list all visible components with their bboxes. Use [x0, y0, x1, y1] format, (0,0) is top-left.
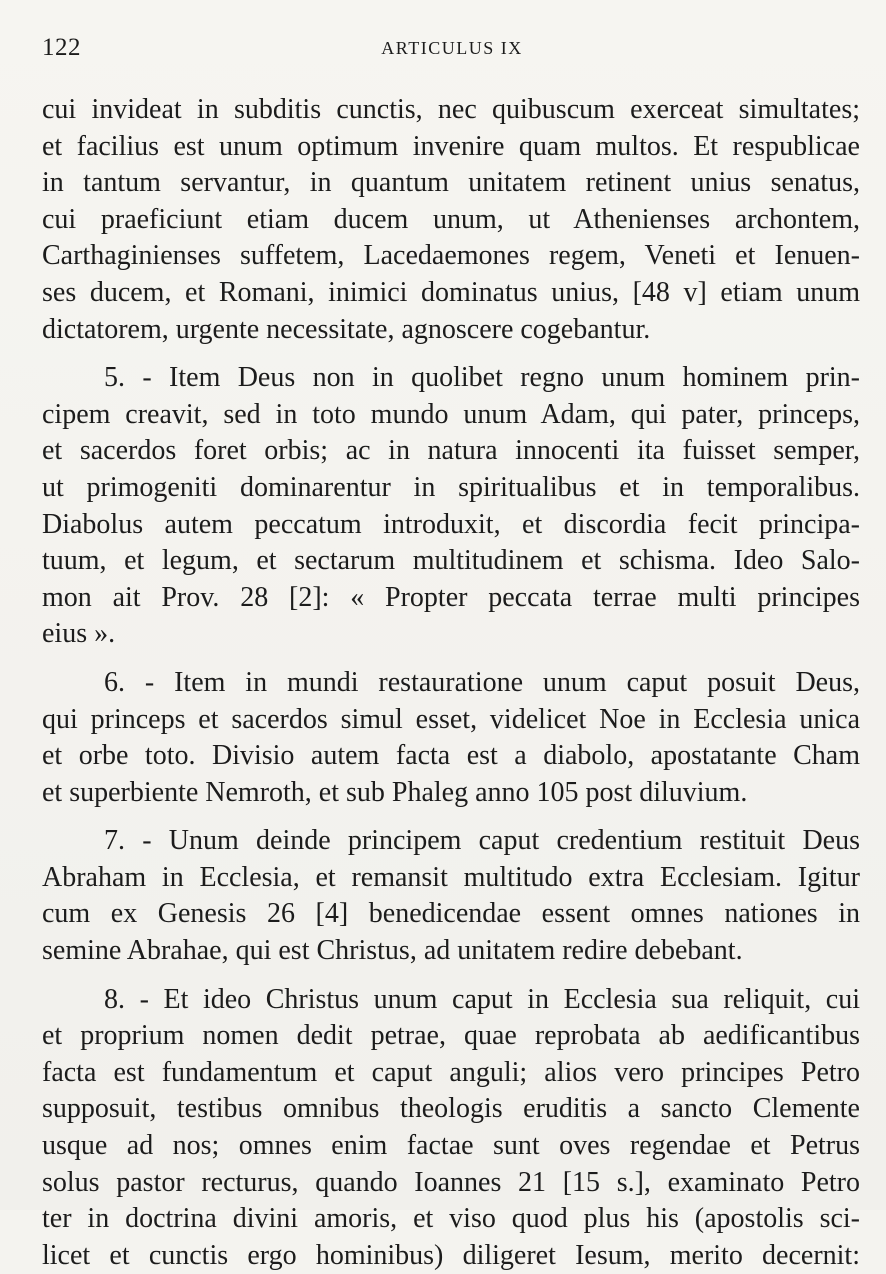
text-line: cui invideat in subditis cunctis, nec quibuscum exerceat simultates; — [42, 94, 860, 125]
paragraph-5 — [42, 360, 860, 653]
text-line: et superbiente Nemroth, et sub Phaleg anno 105 post diluvium. — [42, 776, 748, 808]
running-head — [42, 34, 862, 66]
text-line: facta est fundamentum et caput anguli; alios vero principes Petro — [42, 1056, 860, 1088]
text-line: 7. - Unum deinde principem caput credentium restituit Deus — [104, 825, 860, 857]
text-line: licet et cunctis ergo hominibus) diligeret Iesum, merito decernit: — [42, 1239, 860, 1271]
text-line: 5. - Item Deus non in quolibet regno unum hominem prin- — [104, 362, 860, 394]
text-line: Carthaginienses suffetem, Lacedaemones regem, Veneti et Ienuen- — [42, 240, 860, 272]
text-line: cui praeficiunt etiam ducem unum, ut Athenienses archontem, — [42, 203, 860, 235]
running-title: ARTICULUS IX — [381, 38, 523, 58]
text-line: in tantum servantur, in quantum unitatem retinent unius senatus, — [42, 167, 860, 199]
paragraph-6 — [42, 665, 860, 811]
text-line: Diabolus autem peccatum introduxit, et discordia fecit principa- — [42, 508, 860, 540]
body-text — [42, 92, 860, 1274]
text-line: Abraham in Ecclesia, et remansit multitudo extra Ecclesiam. Igitur — [42, 861, 860, 893]
paragraph-8 — [42, 982, 860, 1274]
text-line: usque ad nos; omnes enim factae sunt oves regendae et Petrus — [42, 1130, 860, 1162]
text-line: mon ait Prov. 28 [2]: « Propter peccata terrae multi principes — [42, 581, 860, 613]
paragraph-7 — [42, 823, 860, 969]
text-line: qui princeps et sacerdos simul esset, videlicet Noe in Ecclesia unica — [42, 703, 860, 735]
text-line: et facilius est unum optimum invenire quam multos. Et respublicae — [42, 130, 860, 162]
text-line: eius ». — [42, 618, 116, 650]
text-line: et proprium nomen dedit petrae, quae reprobata ab aedificantibus — [42, 1020, 860, 1052]
text-line: cum ex Genesis 26 [4] benedicendae essent omnes nationes in — [42, 898, 860, 930]
text-line: et orbe toto. Divisio autem facta est a diabolo, apostatante Cham — [42, 740, 860, 772]
text-line: ter in doctrina divini amoris, et viso quod plus his (apostolis sci- — [42, 1203, 860, 1235]
text-line: ut primogeniti dominarentur in spiritualibus et in temporalibus. — [42, 471, 860, 503]
text-line: solus pastor recturus, quando Ioannes 21 [15 s.], examinato Petro — [42, 1166, 860, 1198]
text-line: supposuit, testibus omnibus theologis eruditis a sancto Clemente — [42, 1093, 860, 1125]
text-line: 6. - Item in mundi restauratione unum caput posuit Deus, — [104, 666, 860, 698]
text-line: 8. - Et ideo Christus unum caput in Ecclesia sua reliquit, cui — [104, 983, 860, 1015]
text-line: dictatorem, urgente necessitate, agnoscere cogebantur. — [42, 313, 651, 345]
text-line: ses ducem, et Romani, inimici dominatus unius, [48 v] etiam unum — [42, 276, 860, 308]
paragraph-continuation — [42, 92, 860, 348]
text-line: et sacerdos foret orbis; ac in natura innocenti ita fuisset semper, — [42, 435, 860, 467]
page-number: 122 — [42, 34, 81, 61]
text-line: cipem creavit, sed in toto mundo unum Adam, qui pater, princeps, — [42, 398, 860, 430]
text-line: semine Abrahae, qui est Christus, ad unitatem redire debebant. — [42, 935, 743, 967]
text-line: tuum, et legum, et sectarum multitudinem et schisma. Ideo Salo- — [42, 545, 860, 577]
